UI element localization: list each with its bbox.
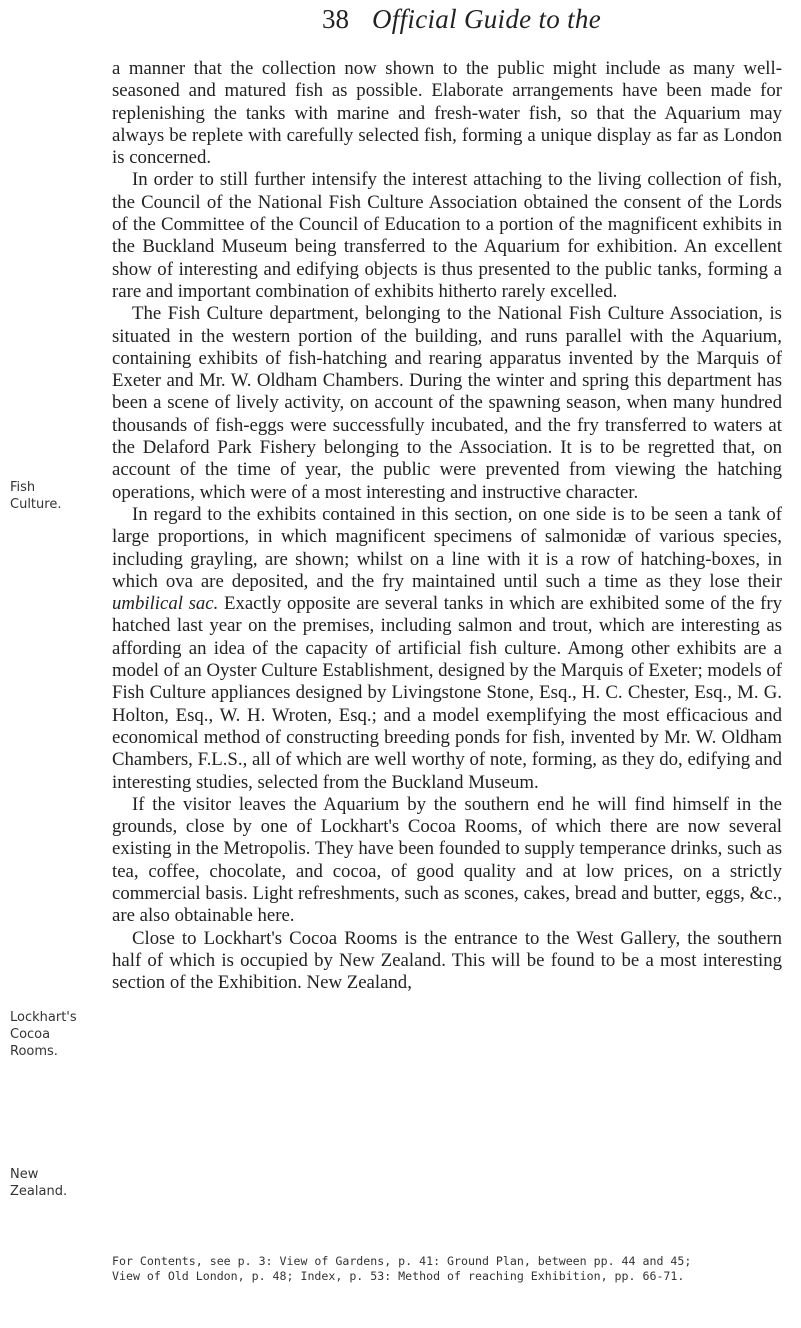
paragraph-fish-culture-department: The Fish Culture department, belonging to the National Fish Culture Association, is situated in the western portion of the building, and runs parallel with the Aquarium, containing exhibits of fish-hatching and rearing apparatus invented by the Marquis of Exeter and Mr. W. Oldham Chambers. During the winter and spring this department has been a scene of lively activity, on account of the spawning season, when many hundred thousands of fish-eggs were successfully incubated, and the fry transferred to waters at the Delaford Park Fishery belonging to the Association. It is to be regretted that, on account of the time of year, the public were prevented from viewing the hatching operations, which were of a most interesting and instructive character. xyxy=(112,303,782,503)
paragraph-exhibits xyxy=(112,504,782,794)
paragraph-exhibits-continued: Exactly opposite are several tanks in which are exhibited some of the fry hatched last year on the premises, including salmon and trout, which are interesting as affording an idea of the capacity of artificial fish culture. Among other exhibits are a model of an Oyster Culture Establishment, designed by the Marquis of Exeter; models of Fish Culture appliances designed by Livingstone Stone, Esq., H. C. Chester, Esq., M. G. Holton, Esq., W. H. Wroten, Esq.; and a model exemplifying the most efficacious and economical method of constructing breeding ponds for fish, invented by Mr. W. Oldham Chambers, F.L.S., all of which are well worthy of note, forming, as they do, edifying and interesting studies, selected from the Buckland Museum. xyxy=(112,593,782,793)
margin-note-new-zealand: New Zealand. xyxy=(10,1167,68,1199)
page-footer xyxy=(112,1254,782,1284)
paragraph-new-zealand: Close to Lockhart's Cocoa Rooms is the entrance to the West Gallery, the southern half of which is occupied by New Zealand. This will be found to be a most interesting section of the Exhibition. New Zealand, xyxy=(112,927,782,994)
margin-note-lockharts-cocoa-rooms: Lockhart's Cocoa Rooms. xyxy=(10,1010,77,1059)
running-title: Official Guide to the xyxy=(372,4,602,34)
paragraph-buckland-museum: In order to still further intensify the interest attaching to the living collection of fish, the Council of the National Fish Culture Association obtained the consent of the Lords of the Committee of the Council of Education to a portion of the magnificent exhibits in the Buckland Museum being transferred to the Aquarium for exhibition. An excellent show of interesting and edifying objects is thus presented to the public tanks, forming a rare and important combination of exhibits hitherto rarely excelled. xyxy=(112,169,782,302)
footer-line-2: View of Old London, p. 48; Index, p. 53: Method of reaching Exhibition, pp. 66-71. xyxy=(112,1269,685,1283)
margin-note-fish-culture: Fish Culture. xyxy=(10,480,62,512)
page-header xyxy=(0,4,801,44)
paragraph-exhibits-text: In regard to the exhibits contained in this section, on one side is to be seen a tank of large proportions, in which magnificent specimens of salmonidæ of various species, including grayling, are shown; whilst on a line with it is a row of hatching-boxes, in which ova are deposited, and the fry maintained until such a time as they lose their xyxy=(112,503,782,592)
body-text xyxy=(112,58,782,994)
footer-line-1: For Contents, see p. 3: View of Gardens, p. 41: Ground Plan, between pp. 44 and 45; xyxy=(112,1254,692,1268)
paragraph-collection: a manner that the collection now shown to the public might include as many well-seasoned and matured fish as possible. Elaborate arrangements have been made for replenishing the tanks with marine and fresh-water fish, so that the Aquarium may always be replete with carefully selected fish, forming a unique display as far as London is concerned. xyxy=(112,58,782,169)
paragraph-exhibits-italic: umbilical sac. xyxy=(112,593,219,615)
paragraph-lockharts-cocoa-rooms: If the visitor leaves the Aquarium by the southern end he will find himself in the grounds, close by one of Lockhart's Cocoa Rooms, of which there are now several existing in the Metropolis. They have been founded to supply temperance drinks, such as tea, coffee, chocolate, and cocoa, of good quality and at low prices, on a strictly commercial basis. Light refreshments, such as scones, cakes, bread and butter, eggs, &c., are also obtainable here. xyxy=(112,793,782,927)
page-number: 38 xyxy=(322,4,349,34)
